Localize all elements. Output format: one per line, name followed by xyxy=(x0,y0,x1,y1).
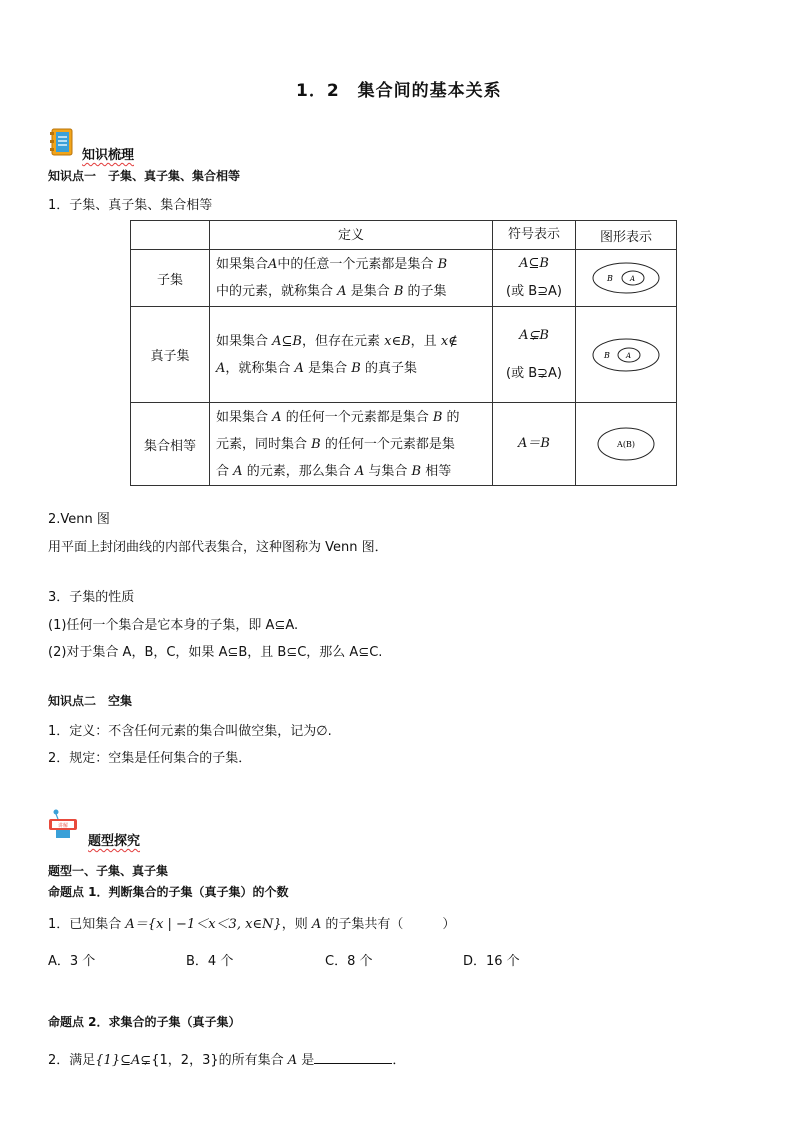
row-definition: 如果集合A中的任意一个元素都是集合 B 中的元素，就称集合 A 是集合 B 的子集 xyxy=(210,250,493,307)
venn-heading: 2.Venn 图 xyxy=(48,512,110,527)
question-2: 2．满足{1}⊆A⊊{1，2，3}的所有集合 A 是 ． xyxy=(48,1049,405,1068)
row-name: 真子集 xyxy=(131,307,210,403)
props-p1: (1)任何一个集合是它本身的子集，即 A⊆A. xyxy=(48,618,299,633)
svg-text:A: A xyxy=(630,275,636,283)
cmd2-heading: 命题点 2．求集合的子集（真子集） xyxy=(48,1015,241,1029)
table-row xyxy=(131,250,677,307)
svg-text:讲解: 讲解 xyxy=(57,823,69,829)
svg-text:A(B): A(B) xyxy=(617,440,635,449)
q1-option-d: D．16 个 xyxy=(463,954,520,969)
subset-table xyxy=(130,220,677,486)
section-knowledge-review: 知识梳理 xyxy=(82,148,135,163)
row-symbol: A＝B xyxy=(493,403,576,486)
props-p2: (2)对于集合 A，B，C，如果 A⊆B，且 B⊆C，那么 A⊆C. xyxy=(48,645,383,660)
venn-equal-diagram xyxy=(596,426,656,462)
svg-text:A: A xyxy=(626,351,632,360)
notebook-icon xyxy=(50,128,76,162)
table-row xyxy=(131,403,677,486)
table-header-cell: 符号表示 xyxy=(493,221,576,250)
row-definition: 如果集合 A 的任何一个元素都是集合 B 的 元素，同时集合 B 的任何一个元素都是集 合 A 的元素，那么集合 A 与集合 B 相等 xyxy=(210,403,493,486)
answer-blank[interactable] xyxy=(314,1049,392,1064)
kp2-item1: 1．定义：不含任何元素的集合叫做空集，记为∅. xyxy=(48,724,332,739)
page-title: 1．2 集合间的基本关系 xyxy=(296,81,502,101)
kp1-heading: 知识点一 子集、真子集、集合相等 xyxy=(48,169,241,183)
row-symbol: A⊆B (或 B⊇A) xyxy=(493,250,576,307)
table-row xyxy=(131,307,677,403)
q1-option-c: C．8 个 xyxy=(325,954,373,969)
kp2-heading: 知识点二 空集 xyxy=(48,694,133,708)
table-header-cell: 定义 xyxy=(210,221,493,250)
section-question-types: 题型探究 xyxy=(88,834,141,849)
cmd1-heading: 命题点 1．判断集合的子集（真子集）的个数 xyxy=(48,885,289,899)
row-name: 子集 xyxy=(131,250,210,307)
venn-subset-diagram xyxy=(591,261,661,295)
venn-text: 用平面上封闭曲线的内部代表集合，这种图称为 Venn 图． xyxy=(48,540,388,555)
row-name: 集合相等 xyxy=(131,403,210,486)
kp2-item2: 2．规定：空集是任何集合的子集． xyxy=(48,751,252,766)
row-venn-diagram xyxy=(576,250,677,307)
table-header-cell: 图形表示 xyxy=(576,221,677,250)
table-header-row xyxy=(131,221,677,250)
row-venn-diagram xyxy=(576,307,677,403)
row-symbol: A⊊B (或 B⊋A) xyxy=(493,307,576,403)
svg-text:B: B xyxy=(604,350,610,360)
venn-proper-subset-diagram xyxy=(591,337,661,373)
lectern-icon xyxy=(46,808,80,844)
type1-heading: 题型一、子集、真子集 xyxy=(48,864,169,878)
svg-text:B: B xyxy=(607,274,613,283)
props-heading: 3．子集的性质 xyxy=(48,590,135,605)
q1-option-a: A．3 个 xyxy=(48,954,96,969)
kp1-item1: 1．子集、真子集、集合相等 xyxy=(48,198,213,213)
row-venn-diagram xyxy=(576,403,677,486)
q1-option-b: B．4 个 xyxy=(186,954,234,969)
table-header-cell xyxy=(131,221,210,250)
question-1: 1．已知集合 A＝{x | −1＜x＜3, x∈N}，则 A 的子集共有（ ） xyxy=(48,917,456,932)
row-definition: 如果集合 A⊆B，但存在元素 x∈B，且 x∉ A，就称集合 A 是集合 B 的真子集 xyxy=(210,307,493,403)
